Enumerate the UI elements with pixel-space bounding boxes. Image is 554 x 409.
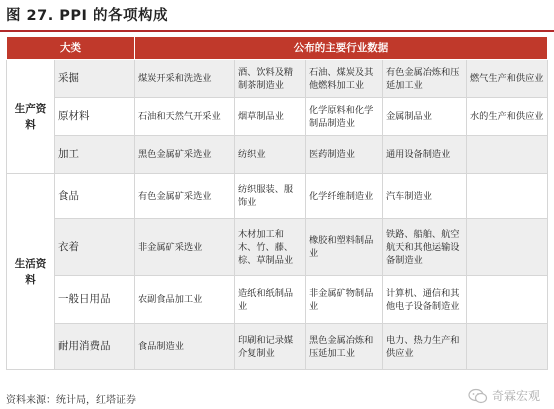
table-row bbox=[7, 98, 548, 136]
table-cell: 酒、饮料及精制茶制造业 bbox=[235, 60, 306, 98]
table-cell bbox=[467, 136, 548, 174]
table-cell: 化学纤维制造业 bbox=[306, 174, 383, 219]
table-cell: 电力、热力生产和供应业 bbox=[383, 324, 467, 370]
table-cell: 农副食品加工业 bbox=[135, 276, 235, 324]
major-category-production: 生产资料 bbox=[7, 60, 55, 174]
table-cell bbox=[467, 276, 548, 324]
table-cell: 黑色金属冶炼和压延加工业 bbox=[306, 324, 383, 370]
subcategory-label: 原材料 bbox=[55, 98, 135, 136]
table-cell: 水的生产和供应业 bbox=[467, 98, 548, 136]
table-cell: 黑色金属矿采选业 bbox=[135, 136, 235, 174]
table-row bbox=[7, 60, 548, 98]
table-cell: 石油和天然气开采业 bbox=[135, 98, 235, 136]
table-cell: 木材加工和木、竹、藤、棕、草制品业 bbox=[235, 219, 306, 276]
wechat-icon bbox=[468, 388, 488, 404]
table-header-row bbox=[7, 37, 548, 60]
figure-title: 图 27. PPI 的各项构成 bbox=[6, 8, 168, 24]
subcategory-label: 一般日用品 bbox=[55, 276, 135, 324]
table-cell: 烟草制品业 bbox=[235, 98, 306, 136]
table-cell: 有色金属冶炼和压延加工业 bbox=[383, 60, 467, 98]
table-row bbox=[7, 276, 548, 324]
table-cell: 纺织服装、服饰业 bbox=[235, 174, 306, 219]
table-cell bbox=[467, 219, 548, 276]
watermark-text: 奇霖宏观 bbox=[491, 389, 540, 403]
table-cell: 造纸和纸制品业 bbox=[235, 276, 306, 324]
table-cell: 燃气生产和供应业 bbox=[467, 60, 548, 98]
table-cell bbox=[467, 324, 548, 370]
header-category: 大类 bbox=[7, 37, 135, 60]
table-cell bbox=[467, 174, 548, 219]
major-category-consumer: 生活资料 bbox=[7, 174, 55, 370]
subcategory-label: 采掘 bbox=[55, 60, 135, 98]
table-cell: 煤炭开采和洗选业 bbox=[135, 60, 235, 98]
table-row bbox=[7, 219, 548, 276]
table-row bbox=[7, 136, 548, 174]
table-cell: 橡胶和塑料制品业 bbox=[306, 219, 383, 276]
table-cell: 纺织业 bbox=[235, 136, 306, 174]
table-cell: 通用设备制造业 bbox=[383, 136, 467, 174]
table-cell: 非金属矿物制品业 bbox=[306, 276, 383, 324]
table-cell: 计算机、通信和其他电子设备制造业 bbox=[383, 276, 467, 324]
ppi-composition-table bbox=[6, 36, 548, 370]
table-cell: 食品制造业 bbox=[135, 324, 235, 370]
subcategory-label: 加工 bbox=[55, 136, 135, 174]
table-cell: 汽车制造业 bbox=[383, 174, 467, 219]
table-cell: 铁路、船舶、航空航天和其他运输设备制造业 bbox=[383, 219, 467, 276]
watermark bbox=[468, 387, 540, 404]
source-note: 资料来源：统计局，红塔证券 bbox=[6, 395, 136, 406]
table-cell: 化学原料和化学制品制造业 bbox=[306, 98, 383, 136]
table-cell: 石油、煤炭及其他燃料加工业 bbox=[306, 60, 383, 98]
title-divider bbox=[0, 30, 554, 32]
subcategory-label: 食品 bbox=[55, 174, 135, 219]
subcategory-label: 耐用消费品 bbox=[55, 324, 135, 370]
table-row bbox=[7, 174, 548, 219]
table-row bbox=[7, 324, 548, 370]
header-industries: 公布的主要行业数据 bbox=[135, 37, 548, 60]
subcategory-label: 衣着 bbox=[55, 219, 135, 276]
table-cell: 有色金属矿采选业 bbox=[135, 174, 235, 219]
table-cell: 医药制造业 bbox=[306, 136, 383, 174]
table-cell: 非金属矿采选业 bbox=[135, 219, 235, 276]
table-cell: 金属制品业 bbox=[383, 98, 467, 136]
table-cell: 印刷和记录媒介复制业 bbox=[235, 324, 306, 370]
